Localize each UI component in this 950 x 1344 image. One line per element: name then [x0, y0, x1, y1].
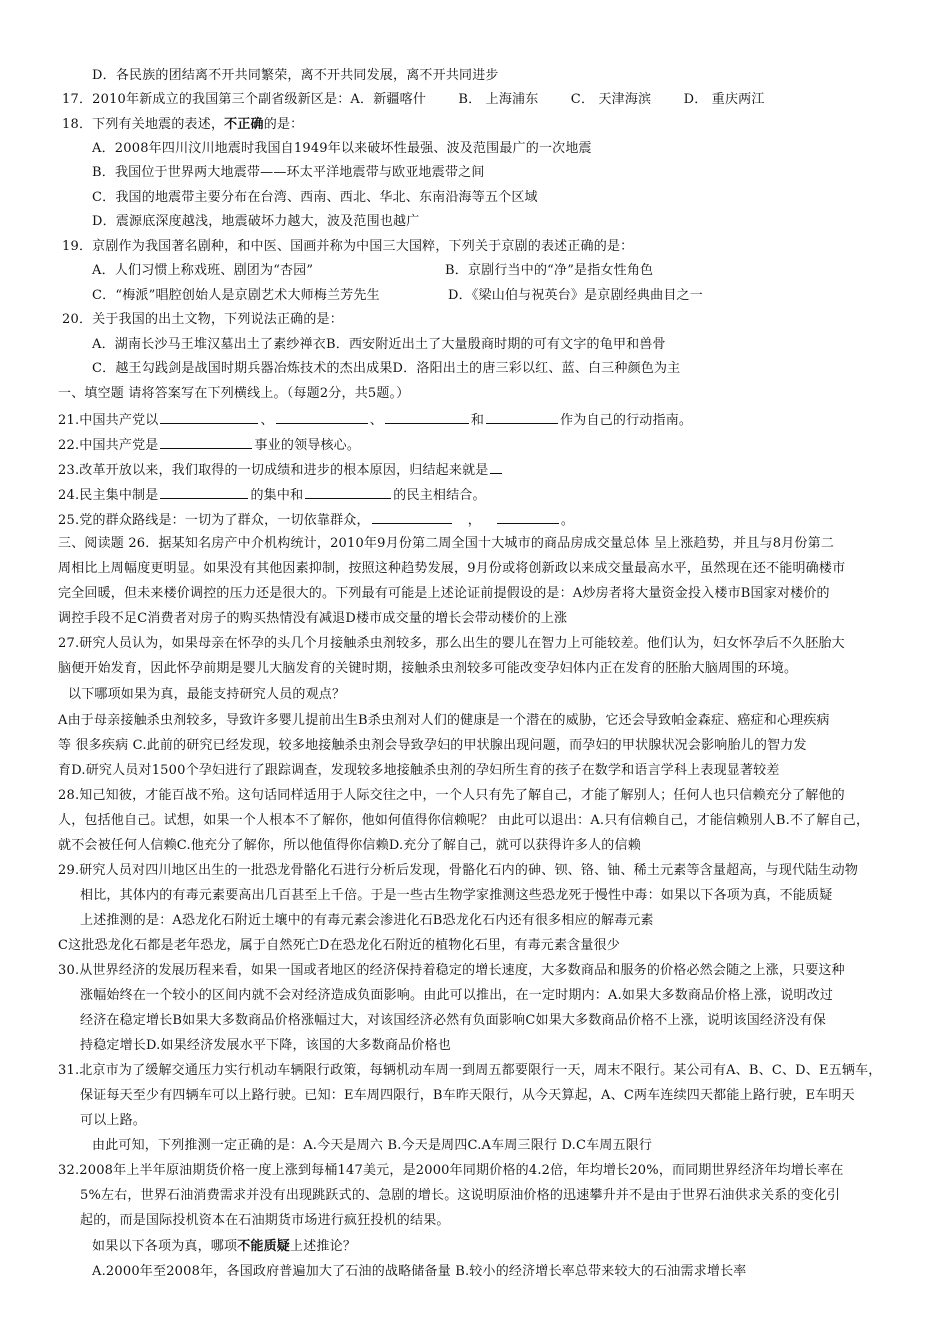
q25 [58, 510, 574, 530]
q31-line-2: 保证每天至少有四辆车可以上路行驶。已知：E车周四限行，B车昨天限行，从今天算起，A、C两车连续四天都能上路行驶，E车明天 [80, 1088, 855, 1103]
q30-line-1: 30.从世界经济的发展历程来看，如果一国或者地区的经济保持着稳定的增长速度，大多数商品和服务的价格必然会随之上涨，只要这种 [58, 963, 845, 978]
q31-line-1: 31.北京市为了缓解交通压力实行机动车辆限行政策，每辆机动车周一到周五都要限行一天，周末不限行。某公司有A、B、C、D、E五辆车， [58, 1063, 882, 1078]
q26-line-4: 调控手段不足C消费者对房子的购买热情没有减退D楼市成交量的增长会带动楼价的上涨 [58, 611, 568, 626]
q23-blank[interactable] [490, 460, 502, 474]
q25-separator: ， [467, 513, 481, 528]
q31-options: 由此可知，下列推测一定正确的是：A.今天是周六 B.今天是周四C.A车周三限行 D.C车周五限行 [92, 1138, 653, 1153]
q23 [58, 460, 504, 480]
q21-blank-3[interactable] [385, 410, 469, 424]
q24-text: 24.民主集中制是 [58, 488, 159, 503]
q21-blank-2[interactable] [276, 410, 368, 424]
q29-line-1: 29.研究人员对四川地区出生的一批恐龙骨骼化石进行分析后发现，骨骼化石内的砷、钡、铬、铀、稀土元素等含量超高，与现代陆生动物 [58, 863, 859, 878]
q25-blank-2[interactable] [497, 510, 559, 524]
q32-options: A.2000年至2008年，各国政府普遍加大了石油的战略储备量 B.较小的经济增长率总带来较大的石油需求增长率 [92, 1264, 747, 1279]
q20-stem: 20．关于我国的出土文物，下列说法正确的是： [62, 312, 343, 327]
q29-line-3: 上述推测的是：A恐龙化石附近土壤中的有毒元素会渗进化石B恐龙化石内还有很多相应的解毒元素 [80, 913, 654, 928]
q32-line-1: 32.2008年上半年原油期货价格一度上涨到每桶147美元，是2000年同期价格的4.2倍，年均增长20%，而同期世界经济年均增长率在 [58, 1163, 844, 1178]
q32-question-end: 上述推论？ [290, 1239, 357, 1254]
q25-text-end: 。 [560, 513, 575, 528]
q19-option-a: A．人们习惯上称戏班、剧团为“杏园” [92, 263, 314, 278]
q20-options-ab: A．湖南长沙马王堆汉墓出土了素纱禅衣B．西安附近出土了大量殷商时期的可有文字的龟甲和兽骨 [92, 337, 666, 352]
q24 [58, 485, 486, 505]
q18-option-b: B．我国位于世界两大地震带——环太平洋地震带与欧亚地震带之间 [92, 165, 485, 180]
q17-option-d: D． 重庆两江 [683, 92, 765, 107]
q22-text: 22.中国共产党是 [58, 438, 159, 453]
q17-option-c: C． 天津海滨 [570, 92, 652, 107]
q32-line-2: 5%左右，世界石油消费需求并没有出现跳跃式的、急剧的增长。这说明原油价格的迅速攀升并不是由于世界石油供求关系的变化引 [80, 1188, 841, 1203]
q27-options-line-1: A由于母亲接触杀虫剂较多，导致许多婴儿提前出生B杀虫剂对人们的健康是一个潜在的威胁，它还会导致帕金森症、癌症和心理疾病 [58, 713, 830, 728]
q24-text-end: 的民主相结合。 [393, 488, 486, 503]
q16-option-d: D．各民族的团结离不开共同繁荣，离不开共同发展，离不开共同进步 [92, 68, 499, 83]
section-fill-blank-heading: 一、填空题 请将答案写在下列横线上。（每题2分，共5题。） [58, 386, 410, 401]
q24-text-mid: 的集中和 [250, 488, 304, 503]
q32-emphasis: 不能质疑 [237, 1239, 291, 1254]
q28-line-2: 人，包括他自己。试想，如果一个人根本不了解你，他如何值得你信赖呢？ 由此可以退出：A.只有信赖自己，才能信赖别人B.不了解自己， [58, 813, 870, 828]
q32-question [92, 1238, 356, 1256]
q23-text: 23.改革开放以来，我们取得的一切成绩和进步的根本原因，归结起来就是 [58, 463, 489, 478]
q32-line-3: 起的，而是国际投机资本在石油期货市场进行疯狂投机的结果。 [80, 1213, 450, 1228]
q27-options-line-2: 等 很多疾病 C.此前的研究已经发现，较多地接触杀虫剂会导致孕妇的甲状腺出现问题，而孕妇的甲状腺状况会影响胎儿的智力发 [58, 738, 807, 753]
q27-line-1: 27.研究人员认为，如果母亲在怀孕的头几个月接触杀虫剂较多，那么出生的婴儿在智力上可能较差。他们认为，妇女怀孕后不久胚胎大 [58, 636, 845, 651]
q19-option-d: D．《梁山伯与祝英台》是京剧经典曲目之一 [448, 288, 703, 303]
q18-emphasis: 不正确 [224, 117, 264, 132]
q24-blank-2[interactable] [305, 485, 391, 499]
q27-line-2: 脑便开始发育，因此怀孕前期是婴儿大脑发育的关键时期，接触杀虫剂较多可能改变孕妇体内正在发育的胚胎大脑周围的环境。 [58, 661, 798, 676]
q32-question-text: 如果以下各项为真，哪项 [92, 1239, 238, 1254]
q19-stem: 19．京剧作为我国著名剧种，和中医、国画并称为中国三大国粹，下列关于京剧的表述正确的是： [62, 239, 634, 254]
q28-line-1: 28.知己知彼，才能百战不殆。这句话同样适用于人际交往之中，一个人只有先了解自己，才能了解别人；任何人也只信赖充分了解他的 [58, 788, 845, 803]
q17-stem: 17．2010年新成立的我国第三个副省级新区是：A．新疆喀什 [62, 92, 427, 107]
q19-option-c: C．“梅派”唱腔创始人是京剧艺术大师梅兰芳先生 [92, 288, 380, 303]
q26-line-1: 三、阅读题 26．据某知名房产中介机构统计，2010年9月份第二周全国十大城市的商品房成交量总体 呈上涨趋势，并且与8月份第二 [58, 536, 835, 551]
q31-line-3: 可以上路。 [80, 1113, 147, 1128]
q30-line-3: 经济在稳定增长B如果大多数商品价格涨幅过大，对该国经济必然有负面影响C如果大多数商品价格不上涨，说明该国经济没有保 [80, 1013, 826, 1028]
q19-option-b: B．京剧行当中的“净”是指女性角色 [445, 263, 654, 278]
q18-stem [62, 116, 303, 134]
q26-line-2: 周相比上周幅度更明显。如果没有其他因素抑制，按照这种趋势发展，9月份或将创新政以来成交量最高水平，虽然现在还不能明确楼市 [58, 561, 846, 576]
q27-options-line-3: 育D.研究人员对1500个孕妇进行了跟踪调查，发现较多地接触杀虫剂的孕妇所生育的孩子在数学和语言学科上表现显著较差 [58, 763, 780, 778]
q22-text-end: 事业的领导核心。 [254, 438, 361, 453]
q21-blank-1[interactable] [160, 410, 258, 424]
q29-line-2: 相比，其体内的有毒元素要高出几百甚至上千倍。于是一些古生物学家推测这些恐龙死于慢性中毒：如果以下各项为真，不能质疑 [80, 888, 833, 903]
q22-blank[interactable] [160, 435, 252, 449]
q18-stem-text: 18．下列有关地震的表述， [62, 117, 225, 132]
q21-text-end: 作为自己的行动指南。 [560, 413, 693, 428]
q29-line-4: C这批恐龙化石都是老年恐龙，属于自然死亡D在恐龙化石附近的植物化石里，有毒元素含量很少 [58, 938, 620, 953]
q17-option-b: B． 上海浦东 [458, 92, 539, 107]
q21-separator-2: 、 [369, 413, 383, 428]
q21-separator-1: 、 [260, 413, 274, 428]
q25-blank-1[interactable] [372, 510, 452, 524]
q24-blank-1[interactable] [160, 485, 248, 499]
q30-line-2: 涨幅始终在一个较小的区间内就不会对经济造成负面影响。由此可以推出，在一定时期内：A.如果大多数商品价格上涨，说明改过 [80, 988, 834, 1003]
q26-line-3: 完全回暖，但未来楼价调控的压力还是很大的。下列最有可能是上述论证前提假设的是：A炒房者将大量资金投入楼市B国家对楼价的 [58, 586, 830, 601]
q17 [62, 91, 765, 109]
q21-text: 21.中国共产党以 [58, 413, 159, 428]
q30-line-4: 持稳定增长D.如果经济发展水平下降，该国的大多数商品价格也 [80, 1038, 451, 1053]
q20-options-cd: C．越王勾践剑是战国时期兵器冶炼技术的杰出成果D．洛阳出土的唐三彩以红、蓝、白三种颜色为主 [92, 361, 681, 376]
q22 [58, 435, 360, 455]
q18-option-a: A．2008年四川汶川地震时我国自1949年以来破坏性最强、波及范围最广的一次地震 [92, 141, 592, 156]
q28-line-3: 就不会被任何人信赖C.他充分了解你，所以他值得你信赖D.充分了解自己，就可以获得许多人的信赖 [58, 838, 641, 853]
q21-and: 和 [470, 413, 485, 428]
q18-option-c: C．我国的地震带主要分布在台湾、西南、西北、华北、东南沿海等五个区域 [92, 190, 538, 205]
q18-option-d: D．震源底深度越浅，地震破坏力越大，波及范围也越广 [92, 214, 420, 229]
q21-blank-4[interactable] [486, 410, 558, 424]
q18-stem-end: 的是： [263, 117, 304, 132]
q25-text: 25.党的群众路线是：一切为了群众，一切依靠群众， [58, 513, 370, 528]
q21 [58, 410, 692, 430]
q27-question: 以下哪项如果为真，最能支持研究人员的观点？ [68, 687, 346, 702]
